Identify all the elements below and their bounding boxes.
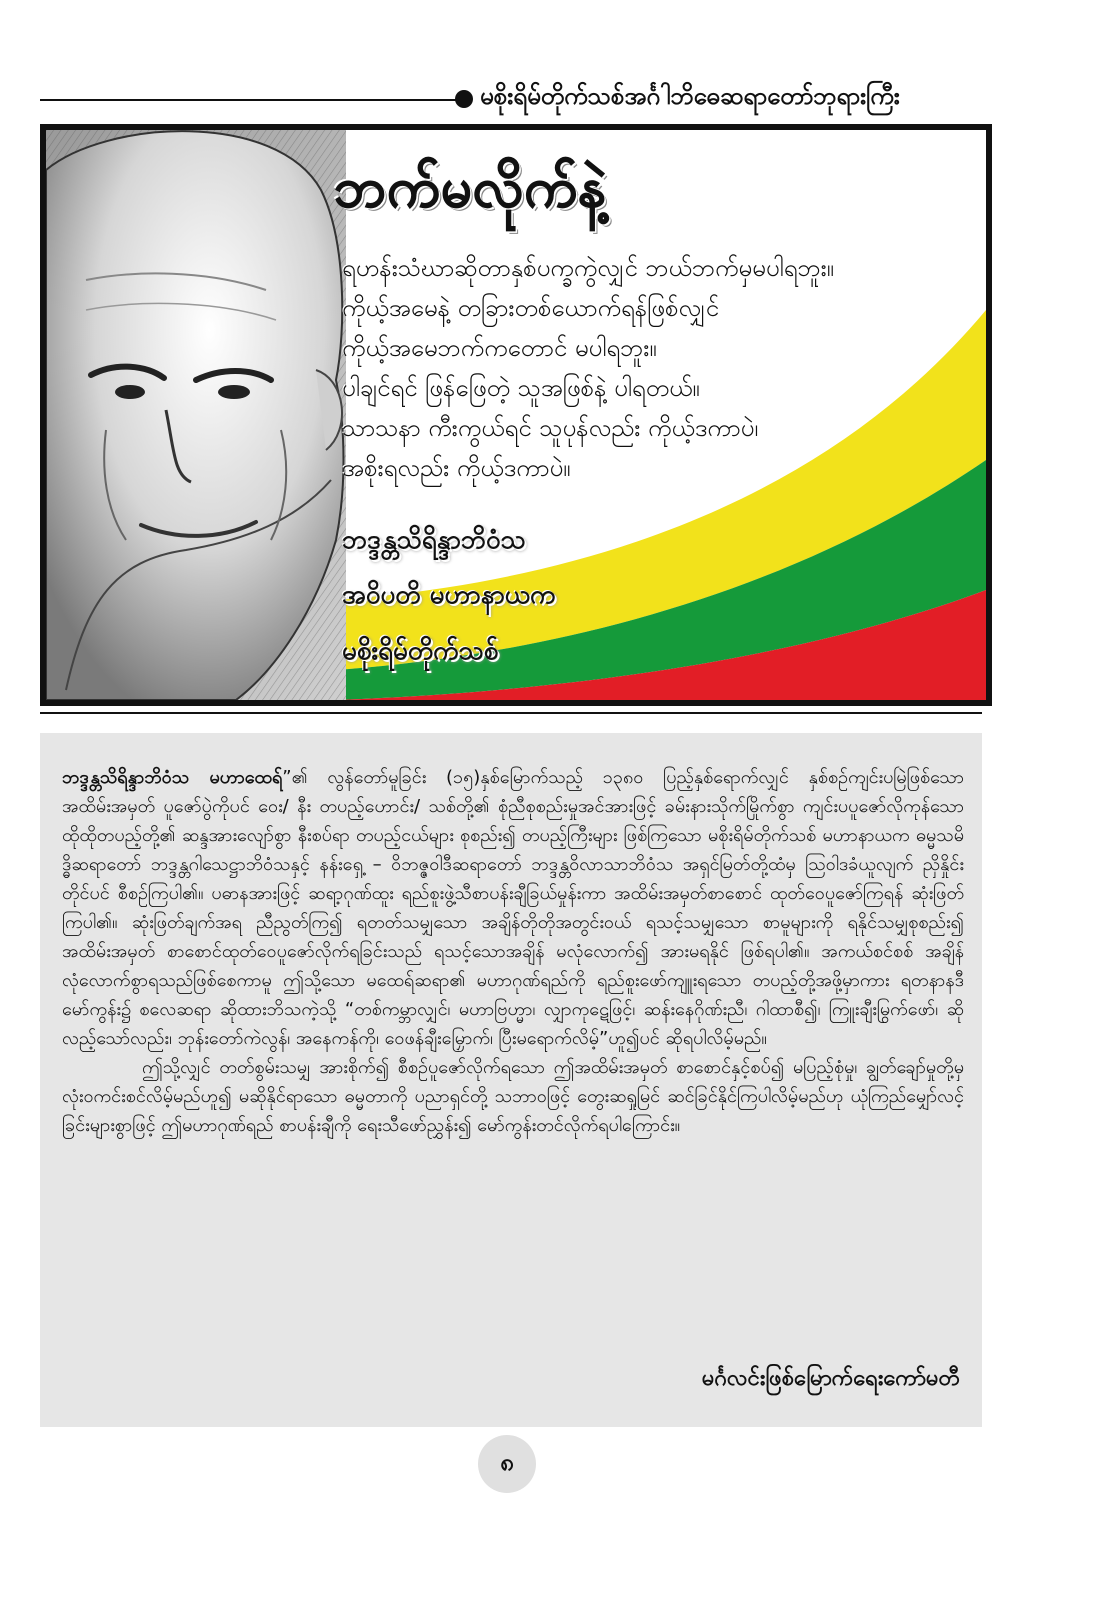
quote-line: ရဟန်းသံဃာဆိုတာနှစ်ပက္ခကွဲလျှင် ဘယ်ဘက်မှမပါရဘူး။ — [342, 254, 834, 282]
bullet-icon — [455, 90, 473, 108]
quote-line: ကိုယ့်အမေနဲ့ တခြားတစ်ယောက်ရန်ဖြစ်လျှင် — [342, 294, 720, 322]
quote-title: ဘက်မလိုက်နဲ့ — [334, 156, 608, 219]
page-number-badge — [478, 1435, 536, 1493]
running-header-title: မစိုးရိမ်တိုက်သစ်အင်္ဂါဘိဓေဆရာတော်ဘုရားကြီး — [480, 82, 900, 110]
section-divider — [40, 712, 982, 714]
quote-line: အစိုးရလည်း ကိုယ့်ဒကာပဲ။ — [342, 454, 571, 482]
signature-monastery: မစိုးရိမ်တိုက်သစ် — [342, 636, 499, 666]
signature-title: အဝိပတိ မဟာနာယက — [342, 580, 556, 610]
header-rule — [40, 99, 460, 101]
quote-line: သာသနာ ကီးကွယ်ရင် သူပုန်လည်း ကိုယ့်ဒကာပဲ၊ — [342, 414, 759, 442]
article-paragraph-2: ဤသို့လျှင် တတ်စွမ်းသမျှ အားစိုက်၍ စီစဉ်ပူဇော်လိုက်ရသော ဤအထိမ်းအမှတ် စာစောင်နှင့်စပ်၍ မပြည့်စုံမှု၊ ချွတ်ချော်မှုတို့မှ လုံးဝကင်းစင်လိမ့်မည်ဟူ၍ မဆိုနိုင်ရာသော ဓမ္မတာကို ပညာရှင်တို့ သဘာဝဖြင့် တွေးဆရှုမြင် ဆင်ခြင်နိုင်ကြပါလိမ့်မည်ဟု ယုံကြည်မျှော်လင့်ခြင်းများစွာဖြင့် ဤမဟာဂုဏ်ရည် စာပန်းချီကို ရေးသီဖော်ညွှန်း၍ မော်ကွန်းတင်လိုက်ရပါကြောင်း။ — [62, 1057, 964, 1136]
page-number: ၈ — [500, 1448, 514, 1476]
quote-line: ကိုယ့်အမေဘက်ကတောင် မပါရဘူး။ — [342, 334, 657, 362]
article-panel — [40, 733, 982, 1427]
article-paragraph-1 — [62, 763, 964, 1053]
article-lead: ဘဒ္ဒန္တသိရိန္ဒာဘိဝံသ မဟာထေရ် — [62, 767, 283, 788]
quote-line: ပါချင်ရင် ဖြန်ဖြေတဲ့ သူအဖြစ်နဲ့ ပါရတယ်။ — [342, 374, 700, 402]
article-byline: မင်္ဂလင်းဖြစ်မြောက်ရေးကော်မတီ — [701, 1366, 960, 1391]
quote-box — [40, 124, 992, 706]
quote-lines — [342, 248, 982, 488]
signature-name: ဘဒ္ဒန္တသိရိန္ဒာဘိဝံသ — [342, 525, 526, 555]
article-paragraph-1-text: ”၏ လွန်တော်မူခြင်း (၁၅)နှစ်မြောက်သည့် ၁၃၈၀ ပြည့်နှစ်ရောက်လျှင် နှစ်စဉ်ကျင်းပမြဲဖြစ်သော အထိမ်းအမှတ် ပူဇော်ပွဲကိုပင် ဝေး/ နီး တပည့်ဟောင်း/ သစ်တို့၏ စုံညီစုစည်းမှုအင်အားဖြင့် ခမ်းနားသိုက်မြိုက်စွာ ကျင်းပပူဇော်လိုကုန်သော ထိုထိုတပည့်တို့၏ ဆန္ဒအားလျော်စွာ နီးစပ်ရာ တပည့်ငယ်များ စုစည်း၍ တပည့်ကြီးများ ဖြစ်ကြသော မစိုးရိမ်တိုက်သစ် မဟာနာယက ဓမ္မသမိဒ္ဓိဆရာတော် ဘဒ္ဒန္တဂါသေဋ္ဌာဘိဝံသနှင့် နန်းရှေ့ – ဝိဘဇ္ဇဝါဒီဆရာတော် ဘဒ္ဒန္တဝိလာသာဘိဝံသ အရှင်မြတ်တို့ထံမှ ဩဝါဒခံယူလျက် ညှိနှိုင်းတိုင်ပင် စီစဉ်ကြပါ၏။ ပဓာနအားဖြင့် ဆရာ့ဂုဏ်ထူး ရည်စူးဖွဲ့သီစာပန်းချီခြယ်မှုန်းကာ အထိမ်းအမှတ်စာစောင် ထုတ်ဝေပူဇော်ကြရန် ဆုံးဖြတ်ကြပါ၏။ ဆုံးဖြတ်ချက်အရ ညီညွတ်ကြ၍ ရတတ်သမျှသော အချိန်တိုတိုအတွင်းဝယ် ရသင့်သမျှသော စာမူများကို ရနိုင်သမျှစုစည်း၍ အထိမ်းအမှတ် စာစောင်ထုတ်ဝေပူဇော်လိုက်ရခြင်းသည် ရသင့်သောအချိန် မလုံလောက်၍ အားမရနိုင် ဖြစ်ရပါ၏။ အကယ်စင်စစ် အချိန်လုံလောက်စွာရသည်ဖြစ်စေကာမူ ဤသို့သော မထေရ်ဆရာ၏ မဟာဂုဏ်ရည်ကို ရည်စူးဖော်ကျူးရသော တပည့်တို့အဖို့မှာကား ရတနာနဒီမော်ကွန်း၌ စလေဆရာ ဆိုထားဘိသကဲ့သို့ “တစ်ကမ္ဘာလျှင်၊ မဟာဗြဟ္မာ၊ လျှာကုဋေဖြင့်၊ ဆန်းနေဂိုဏ်းညီ၊ ဂါထာစီ၍၊ ကြူးချီးမြွက်ဖော်၊ ဆိုလည့်သော်လည်း၊ ဘုန်းတော်ကဲလွန်၊ အနေကန်ကို၊ ဝေဖန်ချီးမြှောက်၊ ပြီးမရောက်လိမ့်”ဟူ၍ပင် ဆိုရပါလိမ့်မည်။ — [62, 767, 964, 1049]
